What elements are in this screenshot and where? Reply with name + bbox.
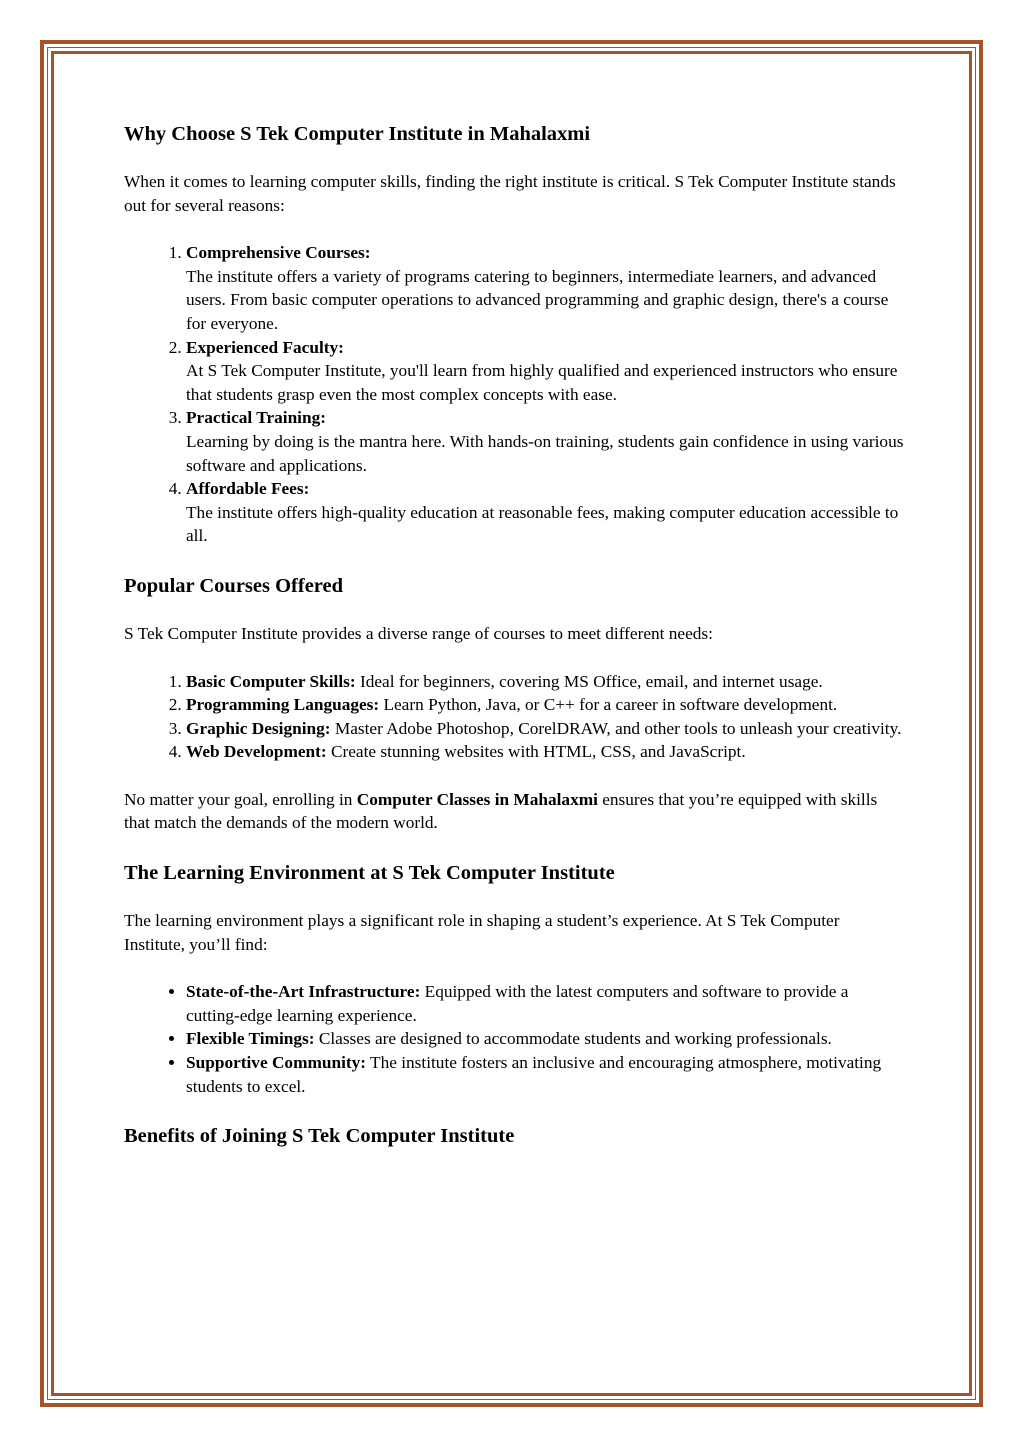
- item-title: Graphic Designing:: [186, 718, 331, 738]
- item-title: Programming Languages:: [186, 695, 380, 715]
- section-outro-popular-courses: [124, 788, 904, 835]
- item-title: Basic Computer Skills:: [186, 671, 356, 691]
- item-description: The institute fosters an inclusive and encouraging atmosphere, motivating students to excel.: [186, 1053, 882, 1096]
- section-heading-why-choose: Why Choose S Tek Computer Institute in Mahalaxmi: [124, 123, 591, 145]
- item-description: Create stunning websites with HTML, CSS, and JavaScript.: [326, 742, 746, 762]
- item-description: Learning by doing is the mantra here. With hands-on training, students gain confidence in using various software and applications.: [186, 431, 904, 475]
- list-item: [186, 1027, 904, 1051]
- item-description: Classes are designed to accommodate students and working professionals.: [314, 1029, 832, 1049]
- list-item: [186, 336, 904, 407]
- environment-list: [124, 980, 904, 1098]
- list-item: [186, 717, 904, 741]
- outro-text-after: ensures that you’re equipped with skills that match the demands of the modern world.: [124, 789, 878, 833]
- section-intro-learning-environment: The learning environment plays a significant role in shaping a student’s experience. At S Tek Computer Institute, you’ll find:: [124, 911, 840, 954]
- list-item: [186, 241, 904, 335]
- outro-text-before: No matter your goal, enrolling in: [124, 789, 357, 809]
- item-title: Affordable Fees:: [186, 479, 310, 499]
- document-body: [124, 120, 904, 1172]
- section-intro-popular-courses: S Tek Computer Institute provides a diverse range of courses to meet different needs:: [124, 623, 713, 643]
- list-item: [186, 693, 904, 717]
- section-heading-benefits: Benefits of Joining S Tek Computer Institute: [124, 1125, 515, 1148]
- list-item: [186, 406, 904, 477]
- item-description: Learn Python, Java, or C++ for a career in software development.: [379, 695, 838, 715]
- list-item: [186, 477, 904, 548]
- item-title: Flexible Timings:: [186, 1029, 315, 1049]
- list-item: [186, 980, 904, 1027]
- courses-list: [124, 670, 904, 764]
- outro-bold-keyword: Computer Classes in Mahalaxmi: [356, 789, 598, 809]
- reasons-list: [124, 241, 904, 548]
- section-heading-learning-environment: The Learning Environment at S Tek Computer Institute: [124, 862, 615, 885]
- item-title: Web Development:: [186, 742, 327, 762]
- list-item: [186, 670, 904, 694]
- item-description: The institute offers a variety of programs catering to beginners, intermediate learners, and advanced users. From basic computer operations to advanced programming and graphic design, there's a course for everyone.: [186, 266, 889, 333]
- item-title: Supportive Community:: [186, 1053, 367, 1073]
- item-title: Comprehensive Courses:: [186, 243, 371, 263]
- item-description: Ideal for beginners, covering MS Office, email, and internet usage.: [355, 671, 823, 691]
- list-item: [186, 1051, 904, 1098]
- list-item: [186, 740, 904, 764]
- item-description: At S Tek Computer Institute, you'll learn from highly qualified and experienced instructors who ensure that students grasp even the most complex concepts with ease.: [186, 361, 898, 404]
- item-description: Master Adobe Photoshop, CorelDRAW, and other tools to unleash your creativity.: [330, 718, 902, 738]
- item-description: Equipped with the latest computers and software to provide a cutting-edge learning experience.: [186, 982, 849, 1025]
- item-title: Practical Training:: [186, 408, 326, 428]
- item-title: Experienced Faculty:: [186, 337, 344, 357]
- item-description: The institute offers high-quality education at reasonable fees, making computer education accessible to all.: [186, 502, 899, 546]
- section-heading-popular-courses: Popular Courses Offered: [124, 574, 344, 597]
- section-intro-why-choose: When it comes to learning computer skills, finding the right institute is critical. S Tek Computer Institute stands out for several reasons:: [124, 172, 896, 215]
- item-title: State-of-the-Art Infrastructure:: [186, 982, 421, 1002]
